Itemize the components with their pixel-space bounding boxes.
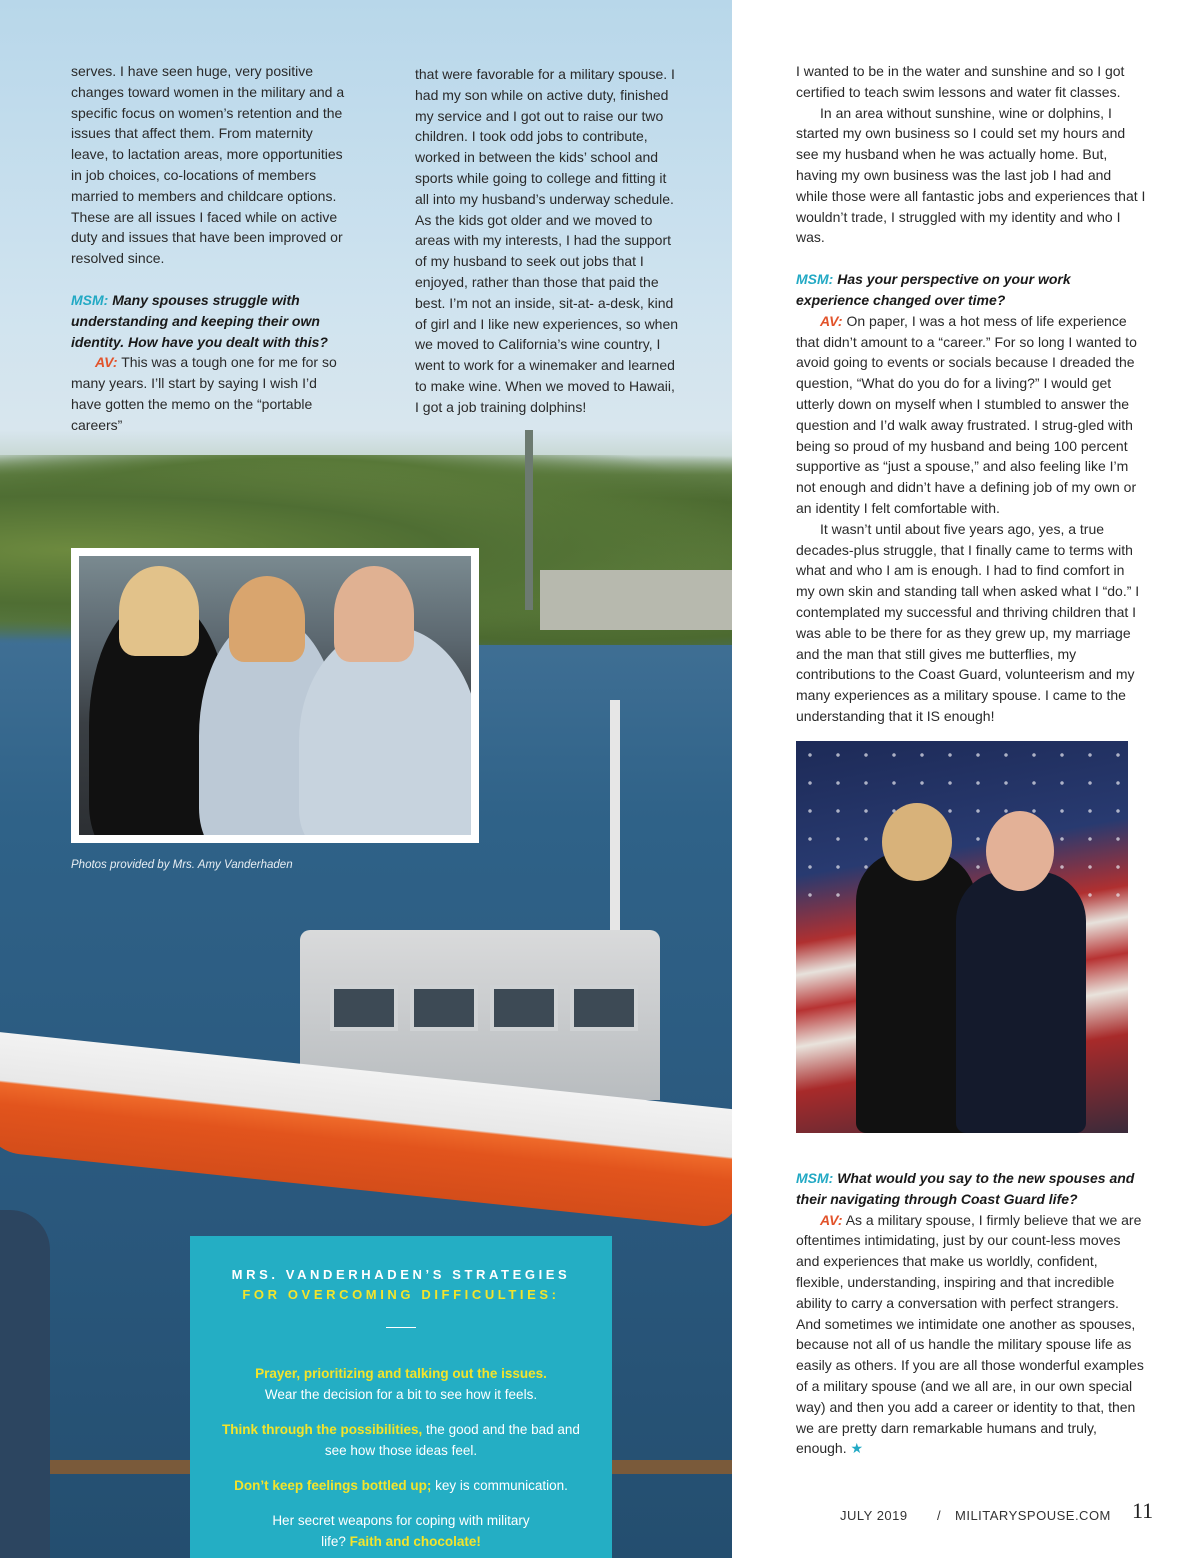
- msm-label: MSM:: [796, 1170, 834, 1186]
- strategy-text: key is communication.: [431, 1478, 568, 1493]
- answer-text: As a military spouse, I firmly believe that we are oftentimes intimidating, just by our count-less moves and experiences that make us worldly, confident, flexible, understanding, inspiring and that incredible ability to carry a conversation with perfect strangers. And sometimes we intimidate one another as spouses, because not all of us handle the military spouse life as easily as others. If you are all those wonderful examples of a military spouse (and we all are, in our own special way) and then you add a career or identity to that, then we are pretty darn remarkable humans and truly, enough.: [796, 1211, 1144, 1457]
- answer: [796, 311, 1146, 519]
- man-in-dress-uniform: [956, 871, 1086, 1133]
- article-column-3-continued: [796, 1168, 1146, 1459]
- strategy-highlight: Think through the possibilities,: [222, 1422, 423, 1437]
- daughter-head: [229, 576, 305, 662]
- photo-caption: Photos provided by Mrs. Amy Vanderhaden: [71, 859, 293, 871]
- end-star-icon: ★: [850, 1440, 864, 1457]
- paragraph: serves. I have seen huge, very positive changes toward women in the military and a specific focus on women’s retention and the issues that affect them. From maternity leave, to lactation areas, more opportunities in job choices, co-locations of members married to members and childcare options. These are all issues I faced while on active duty and issues that have been improved or resolved since.: [71, 63, 345, 267]
- answer-text: On paper, I was a hot mess of life experience that didn’t amount to a “career.” For so long I wanted to avoid going to events or socials because I dreaded the question, “What do you do for a living?” I would get utterly down on myself when I stumbled to answer the question and I’d walk away frustrated. I strug-gled with being so proud of my husband and being 100 percent supportive as “just a spouse,” and also feeling like I’m not enough and didn’t have a defining job of my own or an identity I felt comfortable with.: [796, 312, 1137, 516]
- strategy-highlight: Don’t keep feelings bottled up;: [234, 1478, 432, 1493]
- sidebar-divider: [386, 1327, 416, 1328]
- strategy-highlight: Prayer, prioritizing and talking out the issues.: [255, 1366, 547, 1381]
- question: [796, 1168, 1146, 1210]
- woman-head: [882, 803, 952, 881]
- paragraph: In an area without sunshine, wine or dolphins, I started my own business so I could set my hours and see my husband when he was actually home. But, having my own business was the last job I had and while those were all fantastic jobs and experiences that I wouldn’t trade, I struggled with my identity and who I was.: [796, 104, 1146, 246]
- strategy-text: Wear the decision for a bit to see how it feels.: [264, 1387, 538, 1402]
- sidebar-heading-line-2: FOR OVERCOMING DIFFICULTIES:: [242, 1287, 560, 1302]
- footer-separator: /: [937, 1508, 942, 1523]
- av-label: AV:: [820, 312, 843, 329]
- boat-window: [330, 985, 398, 1031]
- article-column-1: [71, 61, 346, 436]
- city-skyline: [540, 570, 732, 630]
- boat-mast: [610, 700, 620, 960]
- answer-text: This was a tough one for me for so many years. I’ll start by saying I wish I’d have gotten the memo on the “portable careers”: [71, 354, 337, 433]
- photo-image: [79, 556, 471, 835]
- website-link[interactable]: MILITARYSPOUSE.COM: [955, 1508, 1111, 1523]
- question: [796, 269, 1146, 311]
- strategy-item-4: [270, 1510, 532, 1552]
- boat-window: [410, 985, 478, 1031]
- article-column-2: [415, 64, 680, 418]
- question-text: Has your perspective on your work experience changed over time?: [796, 271, 1071, 308]
- boat-window: [490, 985, 558, 1031]
- paragraph: I wanted to be in the water and sunshine and so I got certified to teach swim lessons and water fit classes.: [796, 63, 1125, 100]
- foreground-person: [0, 1210, 50, 1558]
- answer: [796, 1210, 1146, 1460]
- sidebar-heading-line-1: MRS. VANDERHADEN’S STRATEGIES: [231, 1267, 571, 1282]
- page-number: 11: [1132, 1498, 1154, 1523]
- family-uniform-photo: [71, 548, 479, 843]
- strategy-text: Her secret weapons for coping with military life?: [272, 1513, 530, 1549]
- strategy-text: the good and the bad and see how those ideas feel.: [324, 1422, 580, 1458]
- article-column-3: [796, 61, 1146, 727]
- boat-window: [570, 985, 638, 1031]
- msm-label: MSM:: [796, 271, 834, 288]
- issue-date: JULY 2019: [840, 1508, 908, 1523]
- paragraph: that were favorable for a military spouse. I had my son while on active duty, finished my service and I got out to raise our two children. I took odd jobs to contribute, worked in between the kids’ school and sports while going to college and fitting it all into my husband’s underway schedule. As the kids got older and we moved to areas with my interests, I had the support of my husband to seek out jobs that I enjoyed, rather than those that paid the best. I’m not an inside, sit-at- a-desk, kind of girl and I like new experiences, so when we moved to California’s wine country, I went to work for a winemaker and learned to make wine. When we moved to Hawaii, I got a job training dolphins!: [415, 66, 679, 415]
- strategy-item-1: [210, 1363, 592, 1405]
- strategy-highlight: Faith and chocolate!: [349, 1534, 481, 1549]
- question: [71, 290, 346, 352]
- av-label: AV:: [820, 1211, 843, 1228]
- question-text: Many spouses struggle with understanding and keeping their own identity. How have you dealt with this?: [71, 291, 328, 350]
- strategy-item-3: [210, 1475, 592, 1496]
- radio-tower: [525, 430, 533, 610]
- msm-label: MSM:: [71, 291, 109, 308]
- paragraph: It wasn’t until about five years ago, yes, a true decades-plus struggle, that I finally came to terms with what and who I am is enough. I had to find comfort in my own skin and standing tall when asked what I “do.” I contemplated my successful and thriving children that I was able to be there for as they grew up, my marriage and the man that still gives me butterflies, my contributions to the Coast Guard, volunteerism and my many experiences as a military spouse. I came to the understanding that it IS enough!: [796, 520, 1140, 724]
- answer: [71, 352, 346, 435]
- woman-head: [119, 566, 199, 656]
- question-text: What would you say to the new spouses and their navigating through Coast Guard life?: [796, 1170, 1135, 1207]
- man-head: [986, 811, 1054, 891]
- son-head: [334, 566, 414, 662]
- couple-flag-photo: [796, 741, 1128, 1133]
- strategy-item-2: [210, 1419, 592, 1461]
- strategies-sidebar: [190, 1236, 612, 1558]
- av-label: AV:: [95, 354, 118, 371]
